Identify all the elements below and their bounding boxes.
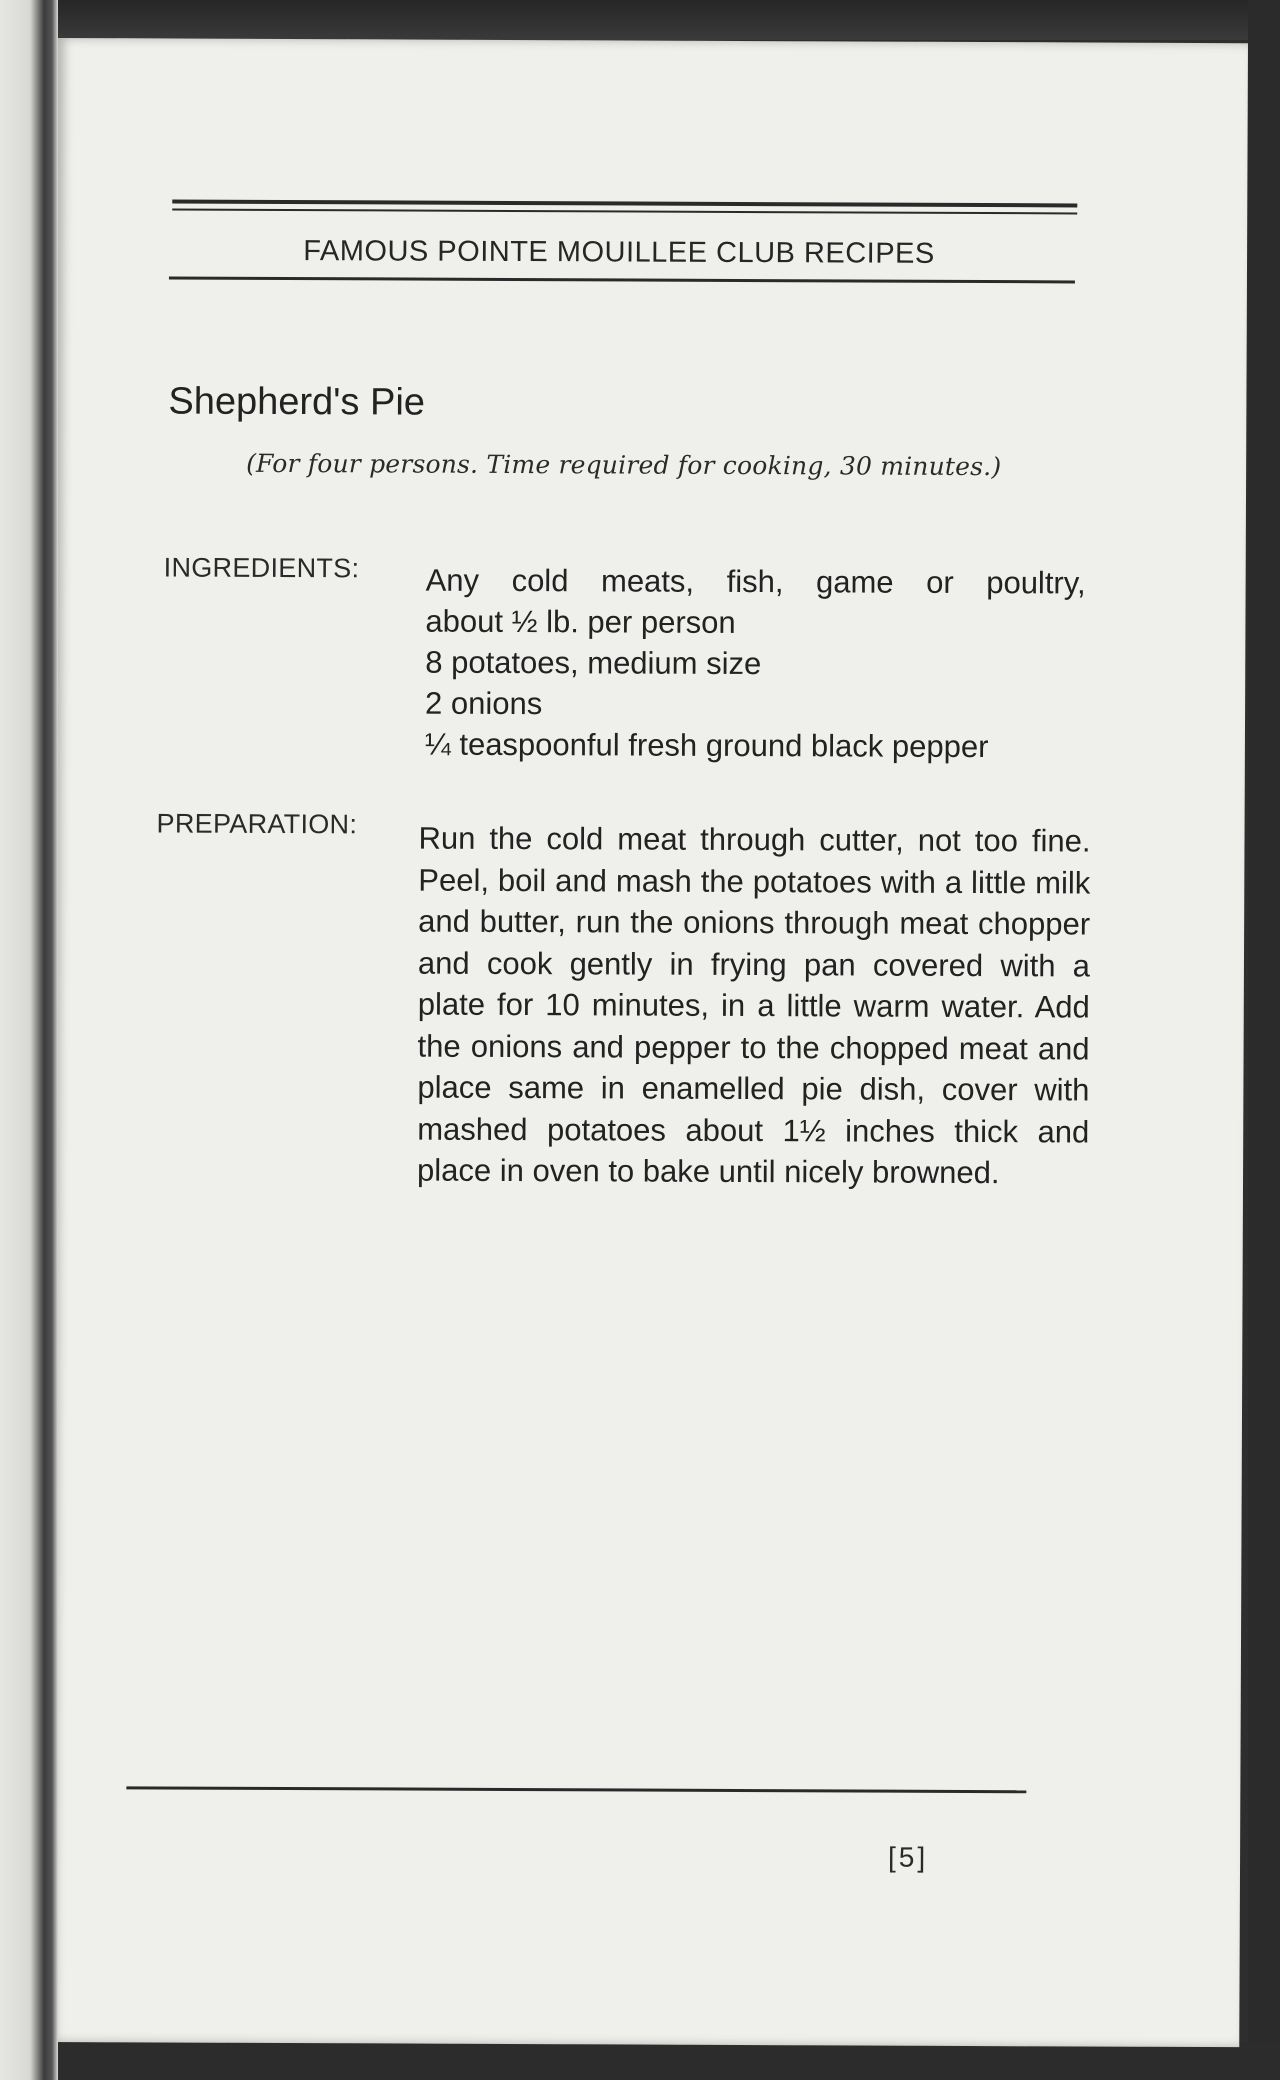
recipe-subtitle: (For four persons. Time required for cooking, 30 minutes.) — [246, 448, 1002, 482]
header-rule-top-thick — [172, 200, 1077, 208]
ingredients-label: INGREDIENTS: — [163, 552, 360, 584]
book-page — [49, 38, 1248, 2047]
scan-bottom-edge — [0, 2042, 1280, 2080]
running-header: FAMOUS POINTE MOUILLEE CLUB RECIPES — [303, 235, 935, 270]
scan-right-edge — [1248, 0, 1280, 2080]
book-binding-edge — [0, 0, 58, 2080]
header-rule-bottom — [169, 276, 1075, 283]
ingredient-line: 2 onions — [425, 685, 543, 722]
footer-rule — [126, 1786, 1026, 1793]
page-number: [5] — [888, 1841, 929, 1873]
ingredient-line: Any cold meats, fish, game or poultry, — [425, 562, 1086, 601]
ingredient-line: ¼ teaspoonful fresh ground black pepper — [424, 726, 989, 765]
preparation-label: PREPARATION: — [156, 808, 358, 840]
recipe-title: Shepherd's Pie — [168, 380, 426, 424]
ingredients-list — [425, 560, 1086, 768]
preparation-text: Run the cold meat through cutter, not too fine. Peel, boil and mash the potatoes with a little milk and butter, run the onions through meat chopper and cook gently in frying pan covered with a plate for 10 minutes, in a little warm water. Add the onions and pepper to the chopped meat and place same in enamelled pie dish, cover with mashed potatoes about 1½ inches thick and place in oven to bake until nicely browned. — [416, 820, 1091, 1191]
header-rule-top-thin — [172, 209, 1077, 215]
ingredient-line: about ½ lb. per person — [425, 603, 736, 640]
ingredient-line: 8 potatoes, medium size — [425, 644, 762, 682]
scan-top-edge — [0, 0, 1280, 40]
